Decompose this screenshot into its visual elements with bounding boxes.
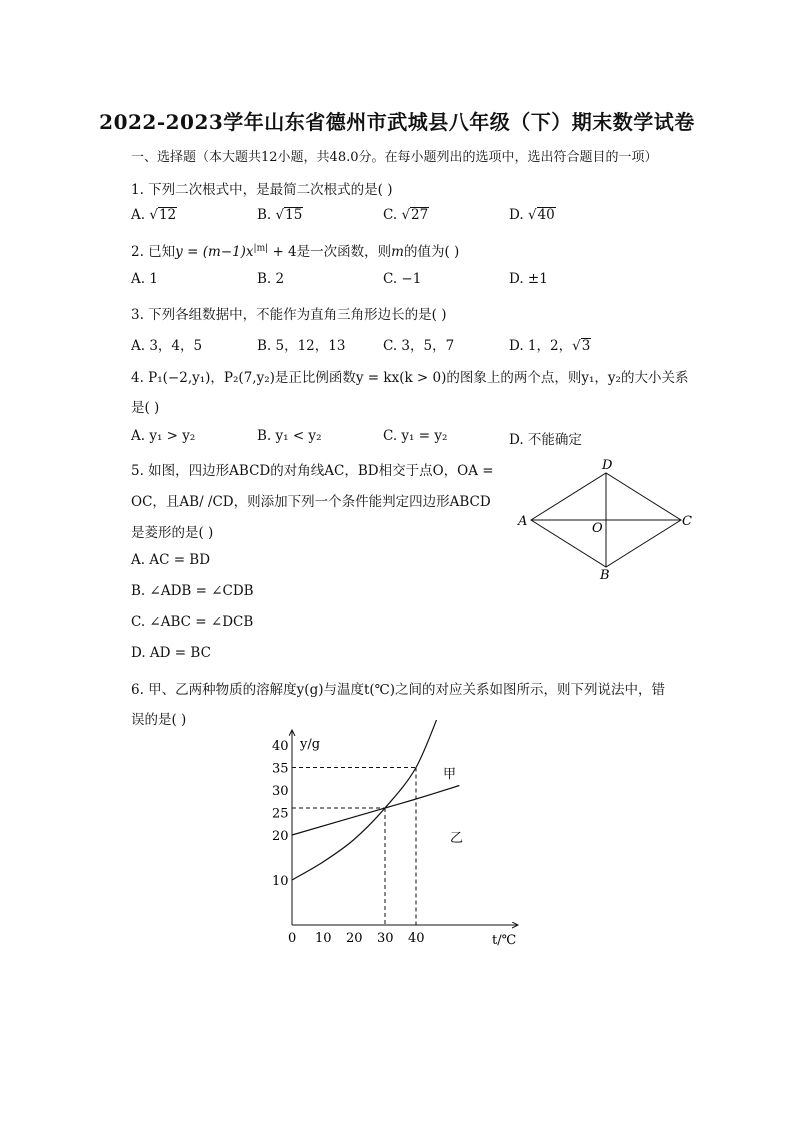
y-tick-label: 35 <box>272 761 289 777</box>
label-a: A <box>518 514 528 529</box>
x-axis-label: t/℃ <box>492 933 517 948</box>
q6-stem-line2: 误的是( ) <box>131 712 187 728</box>
q1-option-b: B. √15 <box>257 207 303 223</box>
series-label-yi: 乙 <box>450 831 464 846</box>
q2-stem: 2. 已知$y = (m-1)x^{|m|} + 4$是一次函数，则m的值为( ) <box>131 243 460 260</box>
q5-option-a: A. AC = BD <box>131 552 211 568</box>
q2-option-a: A. 1 <box>131 271 158 287</box>
solubility-chart <box>260 720 530 955</box>
x-tick-label: 0 <box>288 931 297 946</box>
page-title: 2022-2023学年山东省德州市武城县八年级（下）期末数学试卷 <box>99 110 695 134</box>
q4-stem-line1: 4. P₁(−2,y₁)，P₂(7,y₂)是正比例函数y = kx(k > 0)的图象上的两个点，则y₁，y₂的大小关系 <box>131 370 689 386</box>
q5-stem-line2: OC，且AB/ /CD，则添加下列一个条件能判定四边形ABCD <box>131 494 491 510</box>
q3-stem: 3. 下列各组数据中，不能作为直角三角形边长的是( ) <box>131 307 447 323</box>
y-tick-label: 25 <box>272 806 289 822</box>
x-tick-label: 30 <box>377 931 394 946</box>
q2-option-b: B. 2 <box>257 271 285 287</box>
label-o: O <box>592 521 603 536</box>
x-tick-label: 10 <box>315 931 332 946</box>
q4-stem-line2: 是( ) <box>131 400 160 416</box>
q5-stem-line3: 是菱形的是( ) <box>131 525 214 541</box>
q6-stem-line1: 6. 甲、乙两种物质的溶解度y(g)与温度t(℃)之间的对应关系如图所示，则下列说法中，错 <box>131 682 666 698</box>
y-tick-label: 10 <box>272 874 289 889</box>
q3-option-d: D. 1，2，√3 <box>509 338 591 354</box>
label-b: B <box>600 568 610 583</box>
q4-option-a: A. y₁ > y₂ <box>131 428 196 444</box>
section-heading: 一、选择题（本大题共12小题，共48.0分。在每小题列出的选项中，选出符合题目的一项） <box>131 150 658 165</box>
series-label-jia: 甲 <box>443 767 457 782</box>
y-tick-label: 30 <box>272 784 289 799</box>
q5-figure <box>510 455 700 585</box>
label-c: C <box>682 514 692 529</box>
q5-option-b: B. ∠ADB = ∠CDB <box>131 583 254 599</box>
q4-option-d: D. 不能确定 <box>509 432 582 448</box>
q1-option-a: A. √12 <box>131 207 177 223</box>
x-tick-label: 20 <box>346 931 363 946</box>
q1-stem: 1. 下列二次根式中，是最简二次根式的是( ) <box>131 182 393 198</box>
q2-option-d: D. ±1 <box>509 271 548 287</box>
y-tick-label: 20 <box>272 829 289 844</box>
q3-option-a: A. 3，4，5 <box>131 338 203 354</box>
q5-option-d: D. AD = BC <box>131 645 211 661</box>
q4-option-b: B. y₁ < y₂ <box>257 428 322 444</box>
q5-stem-line1: 5. 如图，四边形ABCD的对角线AC，BD相交于点O，OA = <box>131 463 494 479</box>
q4-option-c: C. y₁ = y₂ <box>383 428 448 444</box>
label-d: D <box>602 458 613 473</box>
q5-option-c: C. ∠ABC = ∠DCB <box>131 614 254 630</box>
q1-option-c: C. √27 <box>383 207 429 223</box>
y-tick-label: 40 <box>272 739 289 754</box>
y-axis-label: y/g <box>300 737 321 752</box>
q1-option-d: D. √40 <box>509 207 555 223</box>
q2-option-c: C. −1 <box>383 271 422 287</box>
q3-option-c: C. 3，5，7 <box>383 338 455 354</box>
q3-option-b: B. 5，12，13 <box>257 338 346 354</box>
series-yi-line <box>292 786 459 836</box>
x-tick-label: 40 <box>408 931 425 946</box>
